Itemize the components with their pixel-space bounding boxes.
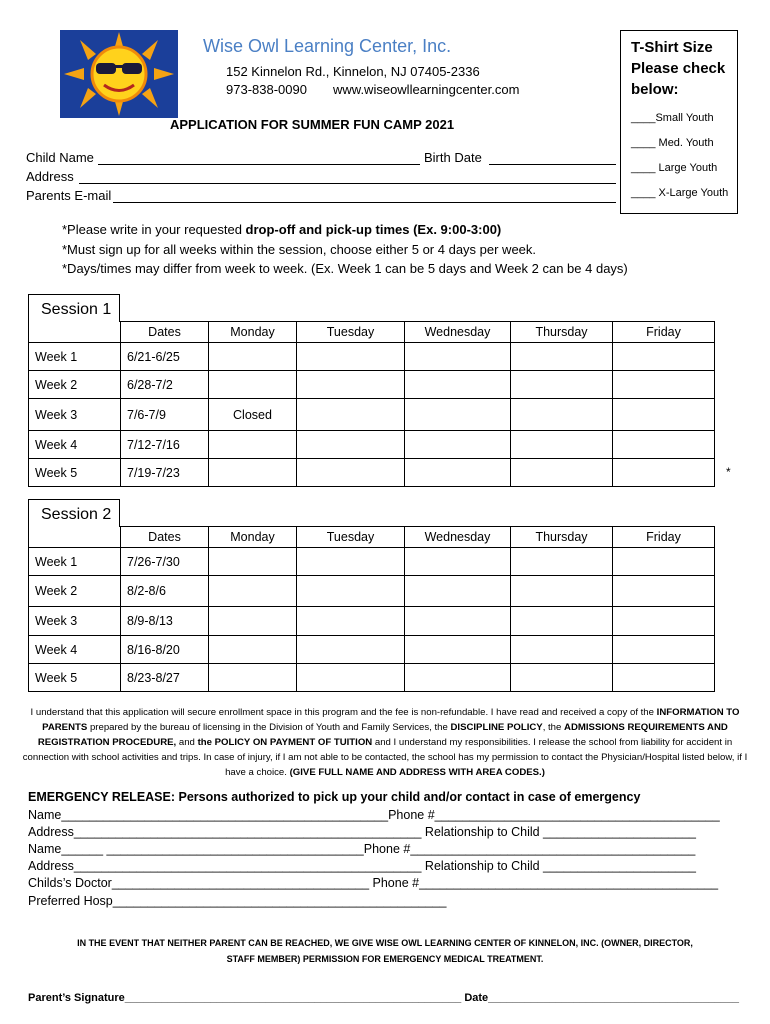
table-row <box>29 636 715 664</box>
time-entry-cell[interactable] <box>209 431 297 459</box>
time-entry-cell[interactable] <box>613 399 715 431</box>
time-entry-cell[interactable] <box>209 664 297 692</box>
time-entry-cell[interactable] <box>405 576 511 607</box>
dates-cell: 7/19-7/23 <box>121 459 209 487</box>
time-entry-cell[interactable] <box>613 371 715 399</box>
time-entry-cell[interactable] <box>405 664 511 692</box>
tshirt-size-box <box>620 30 738 214</box>
time-entry-cell[interactable] <box>297 399 405 431</box>
event-notice-line-2: STAFF MEMBER) PERMISSION FOR EMERGENCY MEDICAL TREATMENT. <box>226 954 544 964</box>
address-label: Address <box>26 169 74 184</box>
time-entry-cell[interactable] <box>209 548 297 576</box>
emergency-contact-2-address-line[interactable]: Address__________________________________________________ Relationship to Child ______________________ <box>28 859 696 873</box>
week-cell: Week 1 <box>29 343 121 371</box>
org-website: www.wiseowllearningcenter.com <box>333 82 520 97</box>
dates-cell: 6/21-6/25 <box>121 343 209 371</box>
child-name-label: Child Name <box>26 150 94 165</box>
dates-cell: 8/23-8/27 <box>121 664 209 692</box>
header-cell: Tuesday <box>297 527 405 548</box>
time-entry-cell[interactable] <box>613 607 715 636</box>
time-entry-cell[interactable] <box>613 343 715 371</box>
week-cell: Week 4 <box>29 431 121 459</box>
tshirt-option-medium[interactable]: ____ Med. Youth <box>631 137 714 149</box>
org-phone: 973-838-0090 <box>226 82 307 97</box>
header-cell: Monday <box>209 527 297 548</box>
time-entry-cell[interactable] <box>613 576 715 607</box>
time-entry-cell[interactable] <box>297 548 405 576</box>
time-entry-cell[interactable] <box>297 459 405 487</box>
time-entry-cell[interactable] <box>297 664 405 692</box>
time-entry-cell[interactable] <box>613 459 715 487</box>
tshirt-option-small[interactable]: ____Small Youth <box>631 112 714 124</box>
table-row <box>29 371 715 399</box>
time-entry-cell[interactable] <box>613 664 715 692</box>
time-entry-cell[interactable] <box>297 343 405 371</box>
time-entry-cell[interactable] <box>405 371 511 399</box>
session-1-label: Session 1 <box>41 301 112 318</box>
time-entry-cell[interactable] <box>405 399 511 431</box>
birth-date-label: Birth Date <box>424 150 482 165</box>
header-cell: Dates <box>121 322 209 343</box>
event-notice-line-1: IN THE EVENT THAT NEITHER PARENT CAN BE REACHED, WE GIVE WISE OWL LEARNING CENTER OF KINNELON, INC. (OWNER, DIRECTOR, <box>77 938 693 948</box>
time-entry-cell[interactable] <box>511 371 613 399</box>
child-name-field[interactable] <box>98 150 420 165</box>
header-cell: Monday <box>209 322 297 343</box>
header-cell <box>29 527 121 548</box>
table-row <box>29 399 715 431</box>
time-entry-cell[interactable] <box>297 636 405 664</box>
org-name: Wise Owl Learning Center, Inc. <box>203 36 452 56</box>
time-entry-cell[interactable] <box>511 399 613 431</box>
signature-line[interactable]: Parent’s Signature_______________________________________________________ Date_________________________________________ <box>28 992 739 1004</box>
preferred-hospital-line[interactable]: Preferred Hosp________________________________________________ <box>28 894 447 908</box>
dates-cell: 7/12-7/16 <box>121 431 209 459</box>
time-entry-cell[interactable] <box>405 548 511 576</box>
time-entry-cell[interactable] <box>405 459 511 487</box>
dates-cell: 8/2-8/6 <box>121 576 209 607</box>
address-field[interactable] <box>79 169 616 184</box>
week-cell: Week 4 <box>29 636 121 664</box>
time-entry-cell[interactable] <box>209 607 297 636</box>
emergency-contact-2-name-line[interactable]: Name______ _____________________________________Phone #_________________________________________ <box>28 842 696 856</box>
time-entry-cell[interactable] <box>405 607 511 636</box>
table-row <box>29 576 715 607</box>
time-entry-cell[interactable] <box>511 548 613 576</box>
week-cell: Week 3 <box>29 607 121 636</box>
table-row <box>29 548 715 576</box>
header-cell <box>29 322 121 343</box>
emergency-title: EMERGENCY RELEASE: Persons authorized to pick up your child and/or contact in case of emergency <box>28 790 641 804</box>
agreement-paragraph: I understand that this application will secure enrollment space in this program and the fee is non-refundable. I have read and received a copy of the INFORMATION TO PARENTS prepared by the bureau of licensing in the Division of Youth and Family Services, the DISCIPLINE POLICY, the ADMISSIONS REQUIREMENTS AND REGISTRATION PROCEDURE, and the POLICY ON PAYMENT OF TUITION and I understand my responsibilities. I release the school from liability for accident in connection with school activities and trips. In case of injury, if I am not able to be contacted, the school has my permission to contact the Physician/Hospital listed below, if I have a choice. (GIVE FULL NAME AND ADDRESS WITH AREA CODES.) <box>22 707 748 778</box>
tshirt-title: T-Shirt Size Please check below: <box>631 39 726 98</box>
week-cell: Week 5 <box>29 459 121 487</box>
week-cell: Week 5 <box>29 664 121 692</box>
tshirt-option-xlarge[interactable]: ____ X-Large Youth <box>631 187 729 199</box>
emergency-contact-1-address-line[interactable]: Address__________________________________________________ Relationship to Child ______________________ <box>28 825 696 839</box>
form-title: APPLICATION FOR SUMMER FUN CAMP 2021 <box>170 117 455 132</box>
week-cell: Week 2 <box>29 576 121 607</box>
table-row <box>29 607 715 636</box>
time-entry-cell[interactable] <box>209 371 297 399</box>
time-entry-cell[interactable] <box>511 431 613 459</box>
table-row <box>29 459 715 487</box>
table-header-row <box>29 527 715 548</box>
instruction-2: *Must sign up for all weeks within the session, choose either 5 or 4 days per week. <box>62 242 537 257</box>
time-entry-cell[interactable] <box>613 636 715 664</box>
dates-cell: 6/28-7/2 <box>121 371 209 399</box>
week-cell: Week 3 <box>29 399 121 431</box>
tshirt-option-large[interactable]: ____ Large Youth <box>631 162 718 174</box>
session-2-table <box>28 526 715 692</box>
week-cell: Week 2 <box>29 371 121 399</box>
parents-email-label: Parents E-mail <box>26 188 112 203</box>
header-cell: Thursday <box>511 527 613 548</box>
header-cell: Wednesday <box>405 527 511 548</box>
session-1-footnote: * <box>726 465 731 479</box>
table-row <box>29 431 715 459</box>
time-entry-cell[interactable] <box>297 607 405 636</box>
table-row <box>29 343 715 371</box>
header-cell: Friday <box>613 322 715 343</box>
parents-email-field[interactable] <box>113 188 616 203</box>
childs-doctor-line[interactable]: Childs’s Doctor_____________________________________ Phone #___________________________________________ <box>28 876 719 890</box>
time-entry-cell[interactable] <box>405 431 511 459</box>
birth-date-field[interactable] <box>489 150 616 165</box>
time-entry-cell[interactable]: Closed <box>209 399 297 431</box>
session-2-label: Session 2 <box>41 506 112 523</box>
dates-cell: 8/16-8/20 <box>121 636 209 664</box>
time-entry-cell[interactable] <box>511 607 613 636</box>
header-cell: Tuesday <box>297 322 405 343</box>
header-cell: Thursday <box>511 322 613 343</box>
time-entry-cell[interactable] <box>511 459 613 487</box>
time-entry-cell[interactable] <box>511 636 613 664</box>
table-header-row <box>29 322 715 343</box>
session-1-tab <box>28 294 120 322</box>
time-entry-cell[interactable] <box>209 459 297 487</box>
session-1-table <box>28 321 715 487</box>
time-entry-cell[interactable] <box>297 371 405 399</box>
time-entry-cell[interactable] <box>297 576 405 607</box>
header-cell: Friday <box>613 527 715 548</box>
time-entry-cell[interactable] <box>613 548 715 576</box>
instruction-1: *Please write in your requested drop-off and pick-up times (Ex. 9:00-3:00) <box>62 222 502 237</box>
time-entry-cell[interactable] <box>511 343 613 371</box>
time-entry-cell[interactable] <box>511 664 613 692</box>
week-cell: Week 1 <box>29 548 121 576</box>
dates-cell: 7/6-7/9 <box>121 399 209 431</box>
dates-cell: 8/9-8/13 <box>121 607 209 636</box>
time-entry-cell[interactable] <box>209 636 297 664</box>
time-entry-cell[interactable] <box>405 343 511 371</box>
time-entry-cell[interactable] <box>297 431 405 459</box>
time-entry-cell[interactable] <box>209 576 297 607</box>
org-address: 152 Kinnelon Rd., Kinnelon, NJ 07405-2336 <box>226 64 480 79</box>
header-cell: Dates <box>121 527 209 548</box>
time-entry-cell[interactable] <box>405 636 511 664</box>
time-entry-cell[interactable] <box>209 343 297 371</box>
time-entry-cell[interactable] <box>511 576 613 607</box>
dates-cell: 7/26-7/30 <box>121 548 209 576</box>
sun-with-sunglasses-icon <box>60 30 178 118</box>
header-cell: Wednesday <box>405 322 511 343</box>
table-row <box>29 664 715 692</box>
instruction-3: *Days/times may differ from week to week. (Ex. Week 1 can be 5 days and Week 2 can be 4 days) <box>62 261 628 276</box>
emergency-contact-1-name-line[interactable]: Name_______________________________________________Phone #_________________________________________ <box>28 808 720 822</box>
session-2-tab <box>28 499 120 527</box>
time-entry-cell[interactable] <box>613 431 715 459</box>
